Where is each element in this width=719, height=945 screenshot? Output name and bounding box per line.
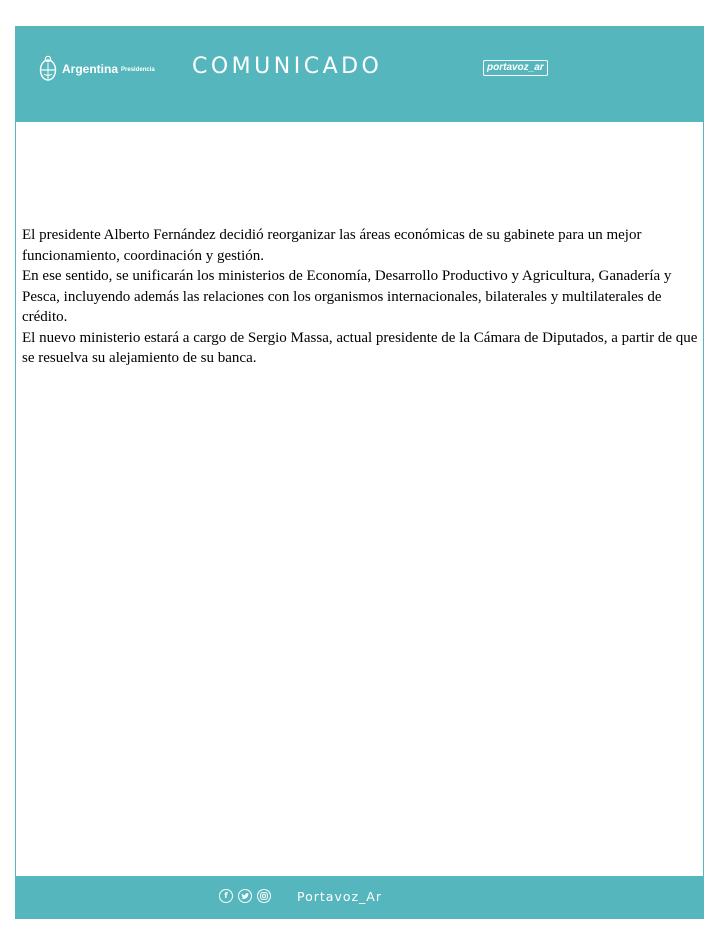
header-banner [16,27,703,122]
logo-subtitle-text: Presidencia [121,67,155,73]
facebook-icon: f [219,889,233,903]
instagram-icon [257,889,271,903]
coat-of-arms-icon [39,55,57,83]
communique-body [22,225,702,369]
logo-country-text: Argentina [62,62,119,76]
communique-frame [15,26,704,919]
argentina-presidencia-logo [39,55,155,83]
footer-handle: Portavoz_Ar [297,889,382,904]
page-title: COMUNICADO [192,54,383,79]
paragraph-1: El presidente Alberto Fernández decidió reorganizar las áreas económicas de su gabinete para un mejor funcionamiento, coordinación y gestión. [22,227,642,264]
social-icons [219,889,271,903]
footer-banner [16,876,703,918]
portavoz-badge: portavoz_ar [483,60,548,76]
paragraph-2: En ese sentido, se unificarán los ministerios de Economía, Desarrollo Productivo y Agricultura, Ganadería y Pesca, incluyendo además las relaciones con los organismos internacionales, bilaterales y multilaterales de crédito. [22,268,672,325]
paragraph-3: El nuevo ministerio estará a cargo de Sergio Massa, actual presidente de la Cámara de Diputados, a partir de que se resuelva su alejamiento de su banca. [22,329,698,366]
twitter-icon [238,889,252,903]
